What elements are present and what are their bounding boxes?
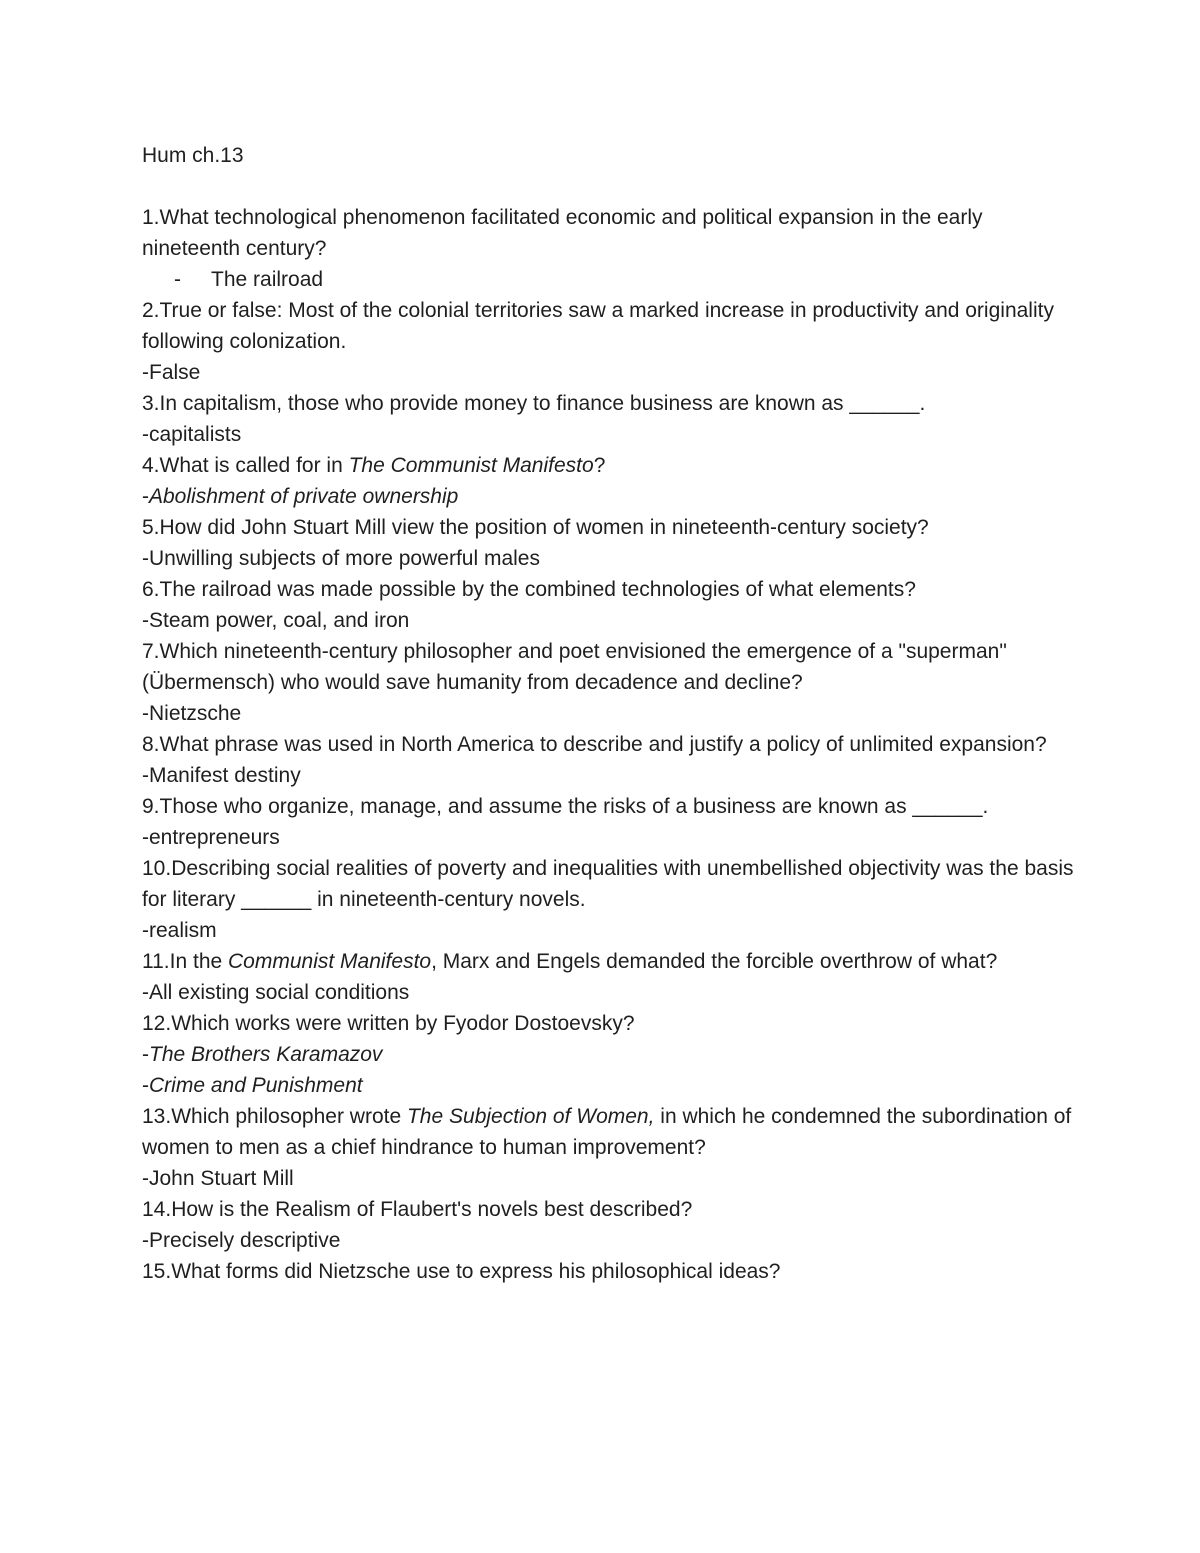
question-13-part-3: in which he condemned the subordination of women to men as a chief hindrance to human improvement? <box>142 1105 1078 1159</box>
question-9: 9.Those who organize, manage, and assume the risks of a business are known as ______. <box>142 795 989 818</box>
document-body <box>142 140 1082 1287</box>
question-4-book-title: The Communist Manifesto <box>348 454 594 477</box>
answer-1 <box>142 264 1082 295</box>
question-14: 14.How is the Realism of Flaubert's novels best described? <box>142 1198 693 1221</box>
question-8: 8.What phrase was used in North America to describe and justify a policy of unlimited expansion? <box>142 733 1047 756</box>
question-11-part-3: , Marx and Engels demanded the forcible overthrow of what? <box>431 950 998 973</box>
question-13 <box>142 1101 1082 1163</box>
answer-12-second <box>142 1070 1082 1101</box>
answer-12-second-dash: - <box>142 1074 149 1097</box>
question-1: 1.What technological phenomenon facilitated economic and political expansion in the early nineteenth century? <box>142 206 989 260</box>
document-title: Hum ch.13 <box>142 144 244 167</box>
answer-12-first-dash: - <box>142 1043 149 1066</box>
question-4-part-1: 4.What is called for in <box>142 454 349 477</box>
answer-8: -Manifest destiny <box>142 764 301 787</box>
question-5: 5.How did John Stuart Mill view the position of women in nineteenth-century society? <box>142 516 929 539</box>
answer-4-text: Abolishment of private ownership <box>149 485 459 508</box>
question-2: 2.True or false: Most of the colonial territories saw a marked increase in productivity and originality following colonization. <box>142 299 1060 353</box>
answer-9: -entrepreneurs <box>142 826 280 849</box>
answer-12-first <box>142 1039 1082 1070</box>
answer-5: -Unwilling subjects of more powerful males <box>142 547 540 570</box>
answer-4-dash: - <box>142 485 149 508</box>
answer-12-second-title: Crime and Punishment <box>149 1074 363 1097</box>
question-4-part-3: ? <box>593 454 606 477</box>
answer-3: -capitalists <box>142 423 242 446</box>
answer-13: -John Stuart Mill <box>142 1167 294 1190</box>
answer-6: -Steam power, coal, and iron <box>142 609 410 632</box>
answer-14: -Precisely descriptive <box>142 1229 341 1252</box>
question-4 <box>142 450 1082 481</box>
question-3: 3.In capitalism, those who provide money to finance business are known as ______. <box>142 392 926 415</box>
answer-10: -realism <box>142 919 217 942</box>
question-13-book-title: The Subjection of Women, <box>406 1105 655 1128</box>
question-11-part-1: 11.In the <box>142 950 229 973</box>
answer-7: -Nietzsche <box>142 702 242 725</box>
answer-2: -False <box>142 361 201 384</box>
answer-1-text: The railroad <box>211 268 324 291</box>
question-12: 12.Which works were written by Fyodor Dostoevsky? <box>142 1012 635 1035</box>
answer-11: -All existing social conditions <box>142 981 410 1004</box>
question-10: 10.Describing social realities of poverty and inequalities with unembellished objectivity was the basis for literary ______ in nineteenth-century novels. <box>142 857 1080 911</box>
answer-12-first-title: The Brothers Karamazov <box>149 1043 383 1066</box>
question-11 <box>142 946 1082 977</box>
bullet-dash: - <box>174 268 181 291</box>
answer-4 <box>142 481 1082 512</box>
question-11-book-title: Communist Manifesto <box>228 950 432 973</box>
question-7: 7.Which nineteenth-century philosopher and poet envisioned the emergence of a "superman" (Übermensch) who would save humanity from decadence and decline? <box>142 640 1013 694</box>
question-6: 6.The railroad was made possible by the combined technologies of what elements? <box>142 578 916 601</box>
question-15: 15.What forms did Nietzsche use to express his philosophical ideas? <box>142 1260 781 1283</box>
question-13-part-1: 13.Which philosopher wrote <box>142 1105 407 1128</box>
